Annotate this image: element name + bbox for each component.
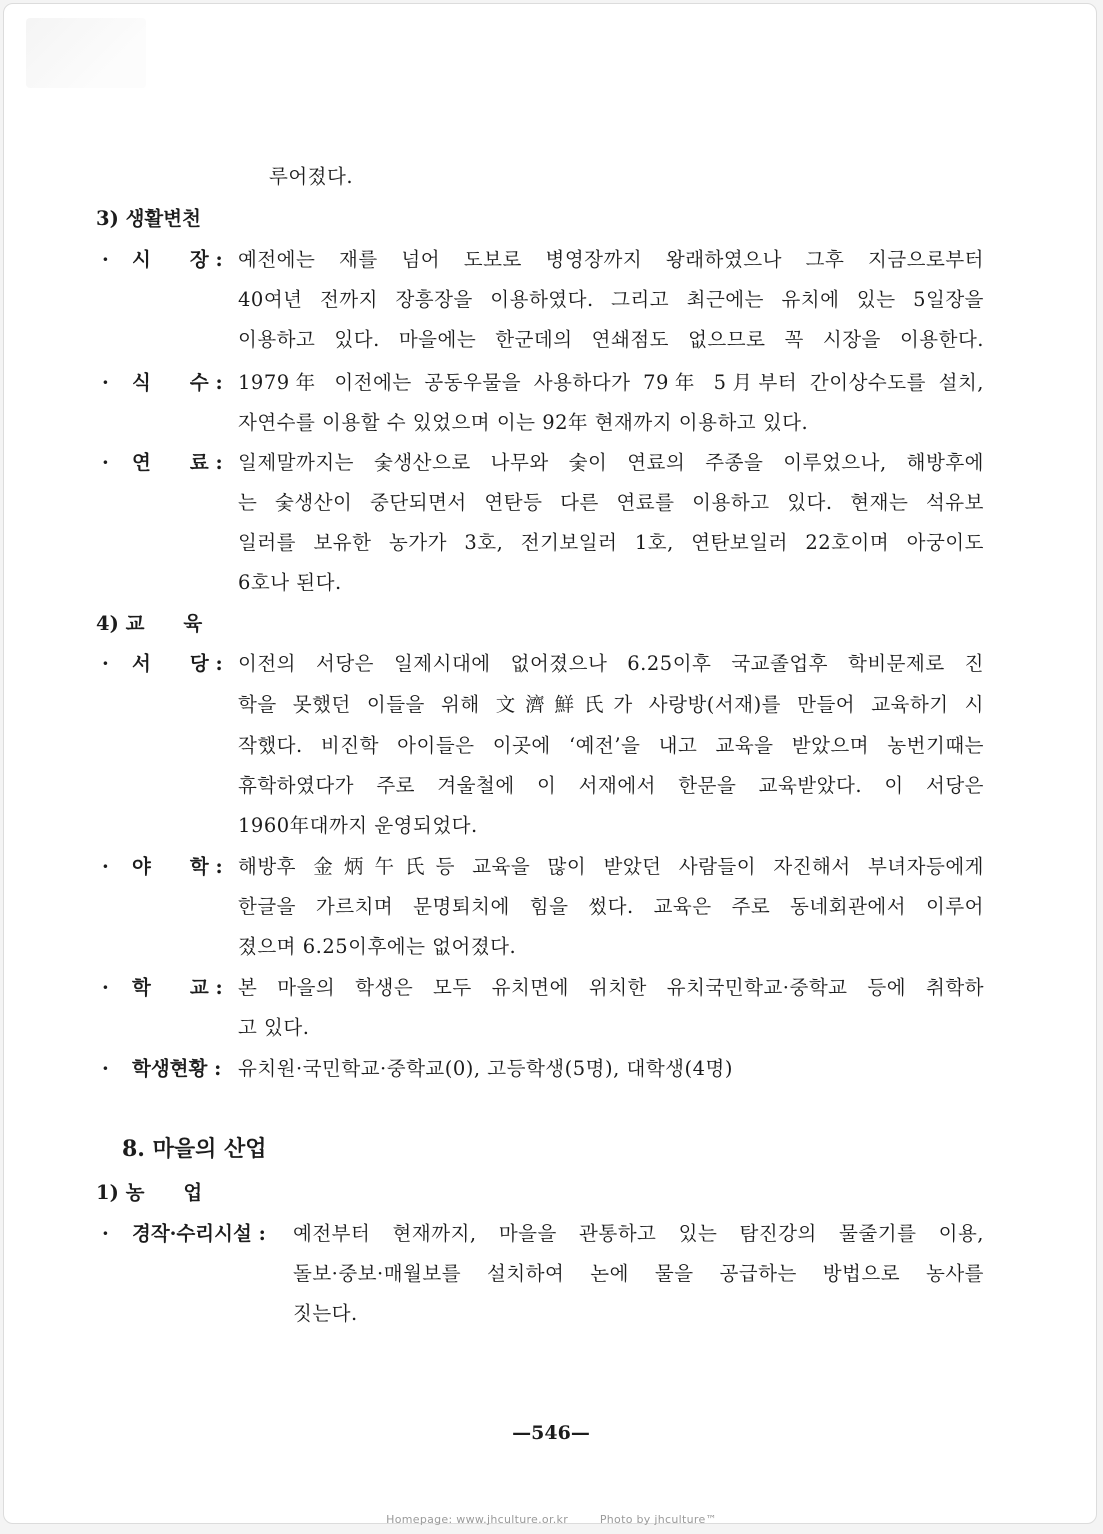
text-line: 이전의 서당은 일제시대에 없어졌으나 6.25이후 국교졸업후 학비문제로 진 xyxy=(238,652,984,675)
text-line: 돌보·중보·매월보를 설치하여 논에 물을 공급하는 방법으로 농사를 xyxy=(293,1262,984,1285)
item-label-water: 식 수 : xyxy=(132,371,223,394)
item-label-fuel: 연 료 : xyxy=(132,451,223,474)
homepage-credit: Homepage: www.jhculture.or.kr xyxy=(386,1513,569,1526)
item-label-school: 학 교 : xyxy=(132,976,223,999)
text-line: 작했다. 비진학 아이들은 이곳에 ‘예전’을 내고 교육을 받았으며 농번기때는 xyxy=(238,734,984,757)
item-label-market: 시 장 : xyxy=(132,248,223,271)
item-label-night-school: 야 학 : xyxy=(132,855,223,878)
bullet: · xyxy=(102,1222,109,1245)
text-line: 예전부터 현재까지, 마을을 관통하고 있는 탐진강의 물줄기를 이용, xyxy=(293,1222,984,1245)
text-line: 고 있다. xyxy=(238,1016,310,1039)
document-page xyxy=(3,3,1097,1524)
text-line: 1960年대까지 운영되었다. xyxy=(238,814,478,837)
text-line: 한글을 가르치며 문명퇴치에 힘을 썼다. 교육은 주로 동네회관에서 이루어 xyxy=(238,895,984,918)
text-line: 일제말까지는 숯생산으로 나무와 숯이 연료의 주종을 이루었으나, 해방후에 xyxy=(238,451,984,474)
photo-credit: Photo by jhculture™ xyxy=(599,1513,717,1526)
text-line: 는 숯생산이 중단되면서 연탄등 다른 연료를 이용하고 있다. 현재는 석유보 xyxy=(238,491,984,514)
text-line: 졌으며 6.25이후에는 없어졌다. xyxy=(238,935,517,958)
bullet: · xyxy=(102,371,109,394)
text-line: 1979年 이전에는 공동우물을 사용하다가 79年 5月부터 간이상수도를 설치, xyxy=(238,371,984,394)
bullet: · xyxy=(102,855,109,878)
section-heading-3: 3) 생활변천 xyxy=(96,207,201,230)
bullet: · xyxy=(102,248,109,271)
text-line: 일러를 보유한 농가가 3호, 전기보일러 1호, 연탄보일러 22호이며 아궁이도 xyxy=(238,531,984,554)
bullet: · xyxy=(102,976,109,999)
item-label-students: 학생현황 : xyxy=(132,1057,222,1080)
chapter-heading-8: 8. 마을의 산업 xyxy=(122,1136,267,1162)
scan-smudge xyxy=(26,18,146,88)
text-line: 자연수를 이용할 수 있었으며 이는 92年 현재까지 이용하고 있다. xyxy=(238,411,809,434)
text-line: 휴학하였다가 주로 겨울철에 이 서재에서 한문을 교육받았다. 이 서당은 xyxy=(238,774,984,797)
bullet: · xyxy=(102,1057,109,1080)
text-line: 짓는다. xyxy=(293,1302,358,1325)
bullet: · xyxy=(102,652,109,675)
text-line: 예전에는 재를 넘어 도보로 병영장까지 왕래하였으나 그후 지금으로부터 xyxy=(238,248,984,271)
photo-footer xyxy=(0,1513,1103,1526)
page-number: —546— xyxy=(512,1422,590,1444)
text-line: 이용하고 있다. 마을에는 한군데의 연쇄점도 없으므로 꼭 시장을 이용한다. xyxy=(238,328,984,351)
text-line: 학을 못했던 이들을 위해 文濟鮮氏가 사랑방(서재)를 만들어 교육하기 시 xyxy=(238,693,984,716)
item-label-irrigation: 경작·수리시설 : xyxy=(132,1222,266,1245)
text-line: 40여년 전까지 장흥장을 이용하였다. 그리고 최근에는 유치에 있는 5일장을 xyxy=(238,288,984,311)
item-label-seodang: 서 당 : xyxy=(132,652,223,675)
text-line: 유치원·국민학교·중학교(0), 고등학생(5명), 대학생(4명) xyxy=(238,1057,733,1080)
text-line: 해방후 金炳午氏등 교육을 많이 받았던 사람들이 자진해서 부녀자등에게 xyxy=(238,855,984,878)
text-line: 본 마을의 학생은 모두 유치면에 위치한 유치국민학교·중학교 등에 취학하 xyxy=(238,976,984,999)
bullet: · xyxy=(102,451,109,474)
section-heading-4: 4) 교 육 xyxy=(96,612,203,635)
continuation-line: 루어졌다. xyxy=(269,165,354,188)
text-line: 6호나 된다. xyxy=(238,571,342,594)
section-heading-1: 1) 농 업 xyxy=(96,1181,203,1204)
